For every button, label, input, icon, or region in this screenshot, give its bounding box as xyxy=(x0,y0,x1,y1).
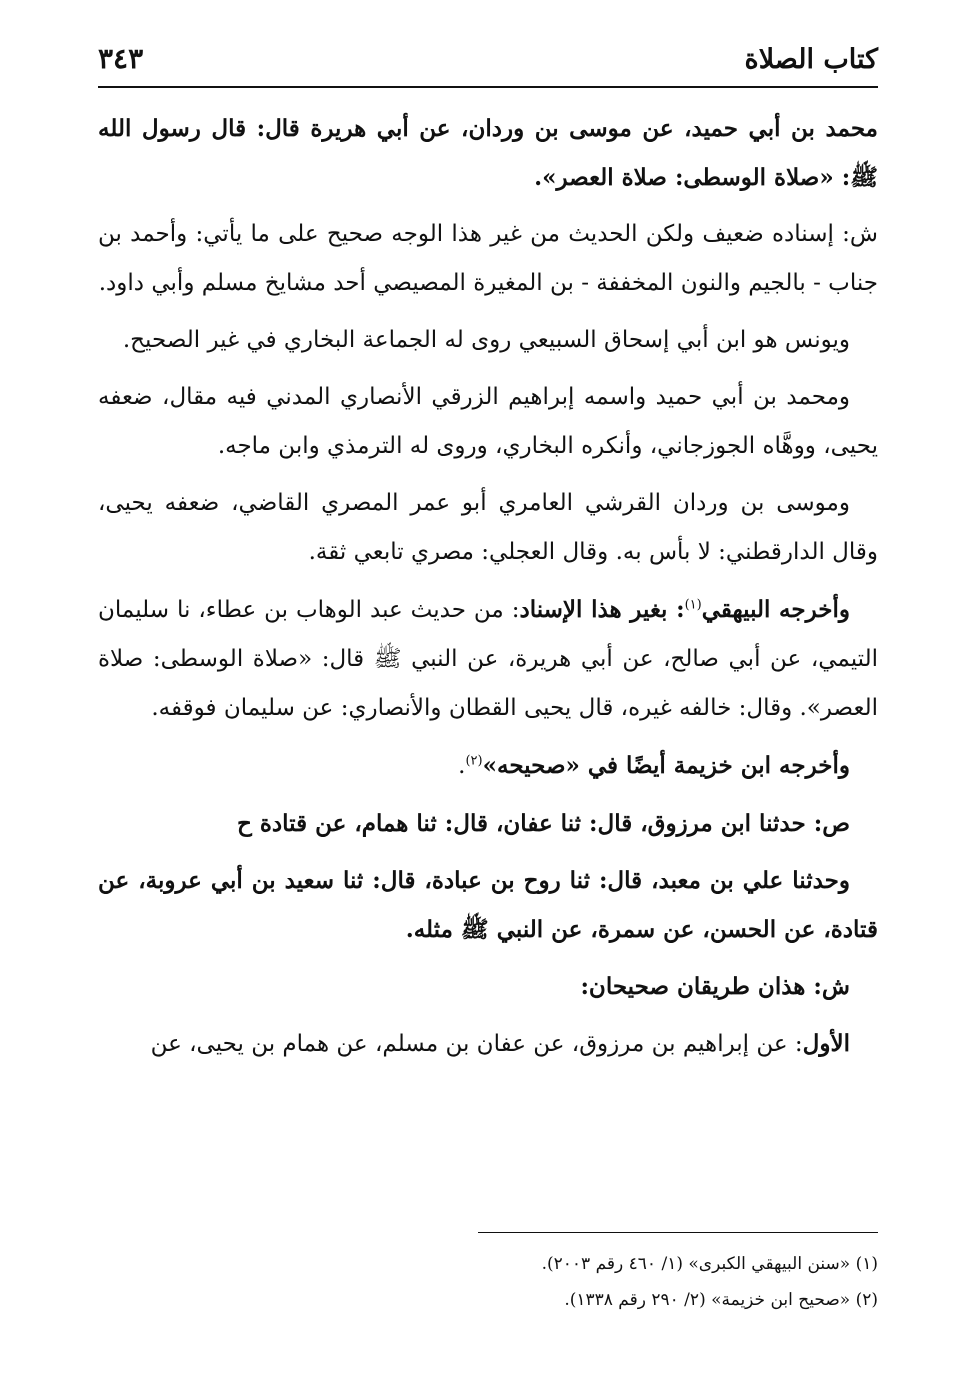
footnote-divider xyxy=(478,1232,878,1233)
ibn-khuzaymah-lead: وأخرجه ابن خزيمة أيضًا في «صحيحه» xyxy=(482,752,850,779)
paragraph-musa-bin-wardan: وموسى بن وردان القرشي العامري أبو عمر المصري القاضي، ضعفه يحيى، وقال الدارقطني: لا بأس به. وقال العجلي: مصري تابعي ثقة. xyxy=(98,490,878,565)
page-number: ٣٤٣ xyxy=(98,42,144,75)
header-divider xyxy=(98,86,878,88)
book-title: كتاب الصلاة xyxy=(744,44,878,75)
footnote-2: (٢) «صحيح ابن خزيمة» (٢/ ٢٩٠ رقم ١٣٣٨). xyxy=(564,1290,878,1310)
footnote-ref-1[interactable]: (١) xyxy=(684,597,702,613)
paragraph-two-routes: ش: هذان طريقان صحيحان: xyxy=(580,973,850,1000)
paragraph-sad-isnad-1: ص: حدثنا ابن مرزوق، قال: ثنا عفان، قال: ثنا همام، عن قتادة ح xyxy=(236,810,850,837)
paragraph-hadith-text: محمد بن أبي حميد، عن موسى بن وردان، عن أبي هريرة قال: قال رسول الله ﷺ: «صلاة الوسطى: صلاة العصر». xyxy=(98,115,878,191)
book-page xyxy=(98,34,878,1310)
bayhaqi-lead-2: : بغير هذا الإسناد xyxy=(519,596,685,623)
footnote-1: (١) «سنن البيهقي الكبرى» (١/ ٤٦٠ رقم ٢٠٠٣). xyxy=(541,1254,878,1274)
first-route-lead: الأول xyxy=(802,1030,850,1057)
paragraph-commentary-isnad: ش: إسناده ضعيف ولكن الحديث من غير هذا الوجه صحيح على ما يأتي: وأحمد بن جناب - بالجيم والنون المخففة - بن المغيرة المصيصي أحد مشايخ مسلم وأبي داود. xyxy=(98,221,878,296)
paragraph-first-route xyxy=(98,1019,878,1069)
paragraph-muhammad-bin-abi-humaid: ومحمد بن أبي حميد واسمه إبراهيم الزرقي الأنصاري المدني فيه مقال، ضعفه يحيى، ووهَّاه الجوزجاني، وأنكره البخاري، وروى له الترمذي وابن ماجه. xyxy=(98,384,878,459)
ibn-khuzaymah-rest: . xyxy=(458,753,466,779)
main-text xyxy=(98,104,878,1069)
first-route-rest: : عن إبراهيم بن مرزوق، عن عفان بن مسلم، عن همام بن يحيى، عن xyxy=(150,1031,803,1057)
paragraph-yunus: ويونس هو ابن أبي إسحاق السبيعي روى له الجماعة البخاري في غير الصحيح. xyxy=(122,327,850,353)
bayhaqi-lead: وأخرجه البيهقي xyxy=(701,596,851,623)
footnotes xyxy=(98,1246,878,1318)
paragraph-sad-isnad-2: وحدثنا علي بن معبد، قال: ثنا روح بن عبادة، قال: ثنا سعيد بن أبي عروبة، عن قتادة، عن الحسن، عن سمرة، عن النبي ﷺ مثله. xyxy=(98,867,878,943)
paragraph-bayhaqi xyxy=(98,585,878,733)
footnote-ref-2[interactable]: (٢) xyxy=(465,753,483,769)
paragraph-ibn-khuzaymah xyxy=(98,741,878,791)
bayhaqi-rest: : من حديث عبد الوهاب بن عطاء، نا سليمان التيمي، عن أبي صالح، عن أبي هريرة، عن النبي ﷺ قال: «صلاة الوسطى: صلاة العصر». وقال: خالفه غيره، قال يحيى القطان والأنصاري: عن سليمان فوقفه. xyxy=(98,597,878,721)
page-header xyxy=(98,34,878,86)
